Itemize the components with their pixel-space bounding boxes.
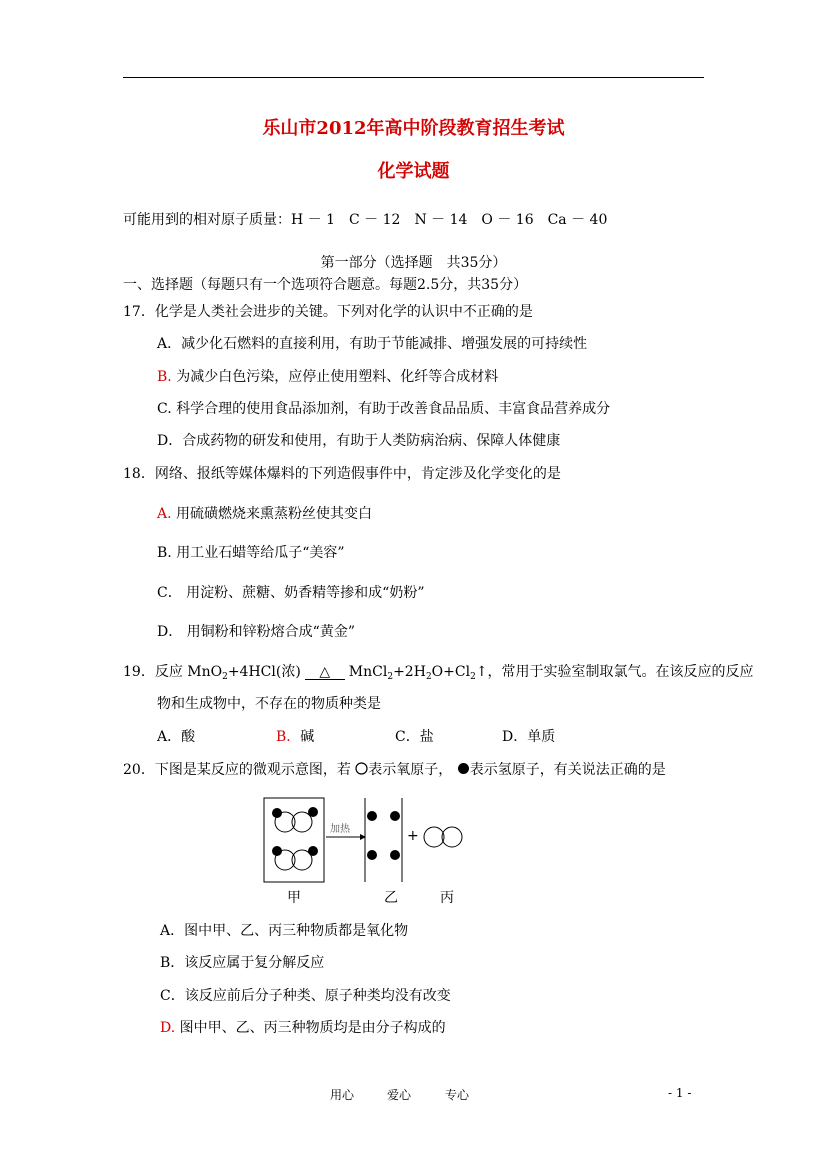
q19-stem: 19．反应 MnO$_2$+4HCl(浓) △ $MnCl_2+2H_2O+Cl_2↑$，常用于实验室制取氯气。在该反应的反应 — [123, 664, 754, 682]
heat-condition: △ — [305, 665, 345, 680]
header-rule — [123, 77, 704, 78]
label-jia: 甲 — [287, 890, 301, 906]
plus-sign: + — [407, 828, 419, 844]
q20-option-d: D. 图中甲、乙、丙三种物质均是由分子构成的 — [160, 1020, 446, 1036]
arrow-label: 加热 — [330, 824, 350, 835]
q19-option-d: D．单质 — [502, 729, 556, 745]
hydrogen-molecule — [367, 850, 400, 860]
label-yi: 乙 — [384, 890, 398, 906]
q20-option-c: C．该反应前后分子种类、原子种类均没有改变 — [160, 988, 451, 1004]
q19-option-c: C．盐 — [395, 729, 434, 745]
label-bing: 丙 — [440, 890, 454, 906]
q20-option-a: A．图中甲、乙、丙三种物质都是氧化物 — [160, 923, 409, 939]
oxygen-molecule — [424, 827, 462, 847]
q18-option-a-text: 用硫磺燃烧来熏蒸粉丝使其变白 — [176, 506, 373, 522]
page-number: - 1 - — [668, 1086, 692, 1100]
q18-option-c: C． 用淀粉、蔗糖、奶香精等掺和成“奶粉” — [157, 585, 425, 601]
footer-word: 爱心 — [387, 1088, 412, 1102]
answer-mark: D. — [160, 1020, 176, 1036]
answer-mark: B. — [157, 369, 172, 385]
answer-mark: B． — [276, 729, 301, 745]
q17-stem: 17．化学是人类社会进步的关键。下列对化学的认识中不正确的是 — [123, 304, 533, 320]
q17-option-a: A．减少化石燃料的直接利用，有助于节能减排、增强发展的可持续性 — [157, 336, 588, 352]
q20-option-b: B．该反应属于复分解反应 — [160, 955, 325, 971]
q20-stem: 20．下图是某反应的微观示意图，若 表示氧原子， 表示氢原子，有关说法正确的是 — [123, 762, 666, 778]
q18-option-d: D． 用铜粉和锌粉熔合成“黄金” — [157, 624, 355, 640]
q17-option-b-text: 为减少白色污染，应停止使用塑料、化纤等合成材料 — [176, 369, 499, 385]
exam-title: 乐山市2012年高中阶段教育招生考试 — [262, 118, 565, 139]
q17-option-b — [157, 368, 498, 386]
footer-word: 专心 — [445, 1088, 470, 1102]
exam-subtitle: 化学试题 — [377, 161, 450, 182]
q19-stem-line2: 物和生成物中，不存在的物质种类是 — [157, 696, 381, 712]
q19-option-a: A．酸 — [157, 729, 196, 745]
q18-option-a — [157, 505, 372, 523]
reaction-diagram — [262, 795, 472, 885]
q18-stem: 18．网络、报纸等媒体爆料的下列造假事件中，肯定涉及化学变化的是 — [123, 466, 561, 482]
footer-word: 用心 — [330, 1088, 355, 1102]
water-molecule — [272, 846, 318, 870]
q17-option-c: C. 科学合理的使用食品添加剂，有助于改善食品品质、丰富食品营养成分 — [157, 401, 611, 417]
answer-mark: A. — [157, 506, 172, 522]
hydrogen-atom-icon — [457, 762, 470, 775]
part-heading: 第一部分（选择题 共35分） — [320, 255, 507, 271]
q19-option-b: B．碱 — [276, 729, 315, 745]
q17-option-d: D．合成药物的研发和使用，有助于人类防病治病、保障人体健康 — [157, 433, 561, 449]
water-molecule — [272, 807, 318, 832]
hydrogen-molecule — [367, 811, 400, 821]
atomic-masses: 可能用到的相对原子质量：H － 1 C － 12 N － 14 O － 16 Ca － 40 — [123, 212, 608, 228]
q18-option-b: B. 用工业石蜡等给瓜子“美容” — [157, 545, 345, 561]
oxygen-atom-icon — [355, 762, 368, 775]
section-intro: 一、选择题（每题只有一个选项符合题意。每题2.5分，共35分） — [123, 277, 528, 293]
